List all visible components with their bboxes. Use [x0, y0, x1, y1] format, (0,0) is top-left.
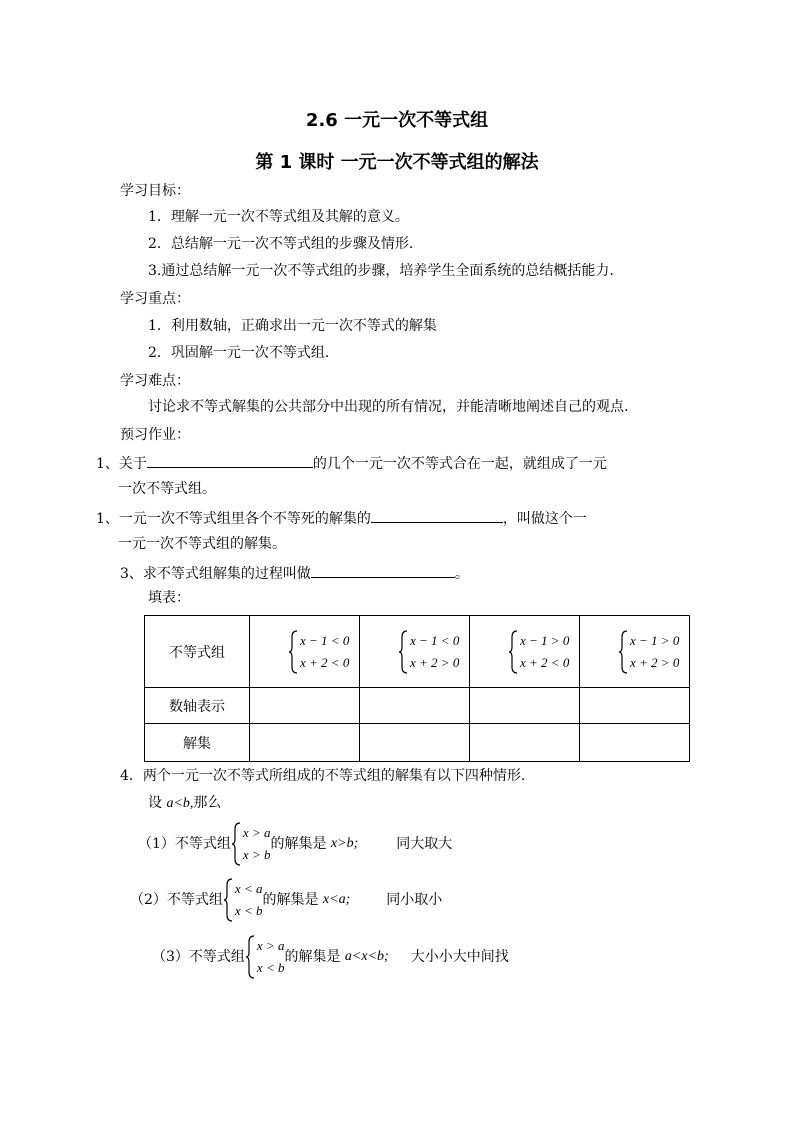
difficulties-text: 讨论求不等式解集的公共部分中出现的所有情况，并能清晰地阐述自己的观点.	[148, 399, 629, 415]
system-cell	[360, 616, 470, 688]
case-mid-text: 的解集是	[270, 836, 331, 852]
inequality-line: x > b	[242, 847, 271, 862]
difficulties-heading: 学习难点：	[120, 373, 190, 389]
empty-cell[interactable]	[360, 724, 470, 762]
inequality-line: x < b	[234, 903, 263, 918]
inequality-system	[245, 935, 285, 979]
system-cell	[250, 616, 360, 688]
inequality-line: x + 2 < 0	[520, 654, 570, 670]
question-1-continued: 一次不等式组。	[118, 481, 216, 497]
case-rule: 大小小大中间找	[410, 949, 509, 965]
case-rule: 同小取小	[386, 892, 443, 908]
objective-item: 3.通过总结解一元一次不等式组的步骤，培养学生全面系统的总结概括能力.	[148, 263, 614, 279]
empty-cell[interactable]	[580, 724, 690, 762]
case-rule: 同大取大	[396, 836, 453, 852]
inequality-line: x + 2 > 0	[630, 654, 680, 670]
inequality-line: x − 1 < 0	[410, 632, 460, 648]
brace-icon	[618, 630, 628, 674]
lesson-subtitle: 第 1 课时 一元一次不等式组的解法	[255, 152, 539, 173]
inequality-line: x + 2 < 0	[300, 654, 350, 670]
empty-cell[interactable]	[580, 688, 690, 724]
case-result: x<a;	[322, 892, 351, 907]
answer-blank-2[interactable]	[371, 508, 503, 523]
question-2-prefix: 1、一元一次不等式组里各个不等死的解集的	[96, 511, 371, 527]
question-2-continued: 一元一次不等式组的解集。	[118, 536, 286, 552]
answer-blank-3[interactable]	[311, 563, 455, 578]
system-cell	[470, 616, 580, 688]
key-point-item: 1．利用数轴，正确求出一元一次不等式的解集	[148, 318, 437, 334]
question-3-suffix: 。	[454, 566, 469, 582]
key-point-item: 2．巩固解一元一次不等式组.	[148, 345, 330, 361]
row-label: 解集	[145, 724, 250, 762]
row-label: 数轴表示	[145, 688, 250, 724]
system-cell	[580, 616, 690, 688]
empty-cell[interactable]	[250, 688, 360, 724]
inequality-system	[288, 630, 349, 674]
fill-table-label: 填表：	[148, 590, 190, 606]
assumption-line	[148, 794, 221, 813]
brace-icon	[223, 878, 233, 922]
key-points-heading: 学习重点：	[120, 291, 190, 307]
objective-item: 2．总结解一元一次不等式组的步骤及情形.	[148, 236, 414, 252]
inequality-line: x < a	[234, 881, 263, 896]
case-label: （3）不等式组	[152, 949, 245, 965]
case-2	[130, 878, 442, 922]
inequality-system	[508, 630, 569, 674]
fill-table	[144, 615, 690, 762]
objectives-heading: 学习目标：	[120, 183, 190, 199]
assumption-suffix: 那么	[193, 795, 222, 811]
inequality-system	[231, 822, 271, 866]
answer-blank-1[interactable]	[147, 453, 313, 468]
question-3	[120, 563, 469, 583]
cases-intro: 4．两个一元一次不等式所组成的不等式组的解集有以下四种情形.	[120, 768, 526, 784]
empty-cell[interactable]	[470, 724, 580, 762]
inequality-line: x + 2 > 0	[410, 654, 460, 670]
page-title: 2.6 一元一次不等式组	[305, 110, 489, 131]
question-1-suffix: 的几个一元一次不等式合在一起，就组成了一元	[312, 456, 607, 472]
empty-cell[interactable]	[470, 688, 580, 724]
inequality-system	[398, 630, 459, 674]
case-mid-text: 的解集是	[284, 949, 345, 965]
inequality-line: x − 1 > 0	[520, 632, 570, 648]
assumption-math: a<b,	[166, 796, 194, 811]
row-label: 不等式组	[145, 616, 250, 688]
inequality-line: x > a	[242, 825, 271, 840]
objective-item: 1．理解一元一次不等式组及其解的意义。	[148, 209, 409, 225]
case-1	[138, 822, 452, 866]
question-1	[96, 453, 607, 473]
inequality-line: x < b	[256, 960, 285, 975]
inequality-system	[618, 630, 679, 674]
brace-icon	[508, 630, 518, 674]
empty-cell[interactable]	[250, 724, 360, 762]
inequality-system	[223, 878, 263, 922]
question-3-prefix: 3、求不等式组解集的过程叫做	[120, 566, 311, 582]
preview-heading: 预习作业：	[120, 427, 190, 443]
case-label: （1）不等式组	[138, 836, 231, 852]
inequality-line: x > a	[256, 938, 285, 953]
case-label: （2）不等式组	[130, 892, 223, 908]
assumption-prefix: 设	[148, 795, 167, 811]
brace-icon	[288, 630, 298, 674]
case-result: x>b;	[330, 836, 359, 851]
brace-icon	[398, 630, 408, 674]
inequality-line: x − 1 < 0	[300, 632, 350, 648]
empty-cell[interactable]	[360, 688, 470, 724]
brace-icon	[245, 935, 255, 979]
question-1-prefix: 1、关于	[96, 456, 147, 472]
case-3	[152, 935, 509, 979]
question-2	[96, 508, 587, 528]
question-2-suffix: ，叫做这个一	[502, 511, 587, 527]
inequality-line: x − 1 > 0	[630, 632, 680, 648]
case-result: a<x<b;	[344, 949, 389, 964]
case-mid-text: 的解集是	[262, 892, 323, 908]
brace-icon	[231, 822, 241, 866]
